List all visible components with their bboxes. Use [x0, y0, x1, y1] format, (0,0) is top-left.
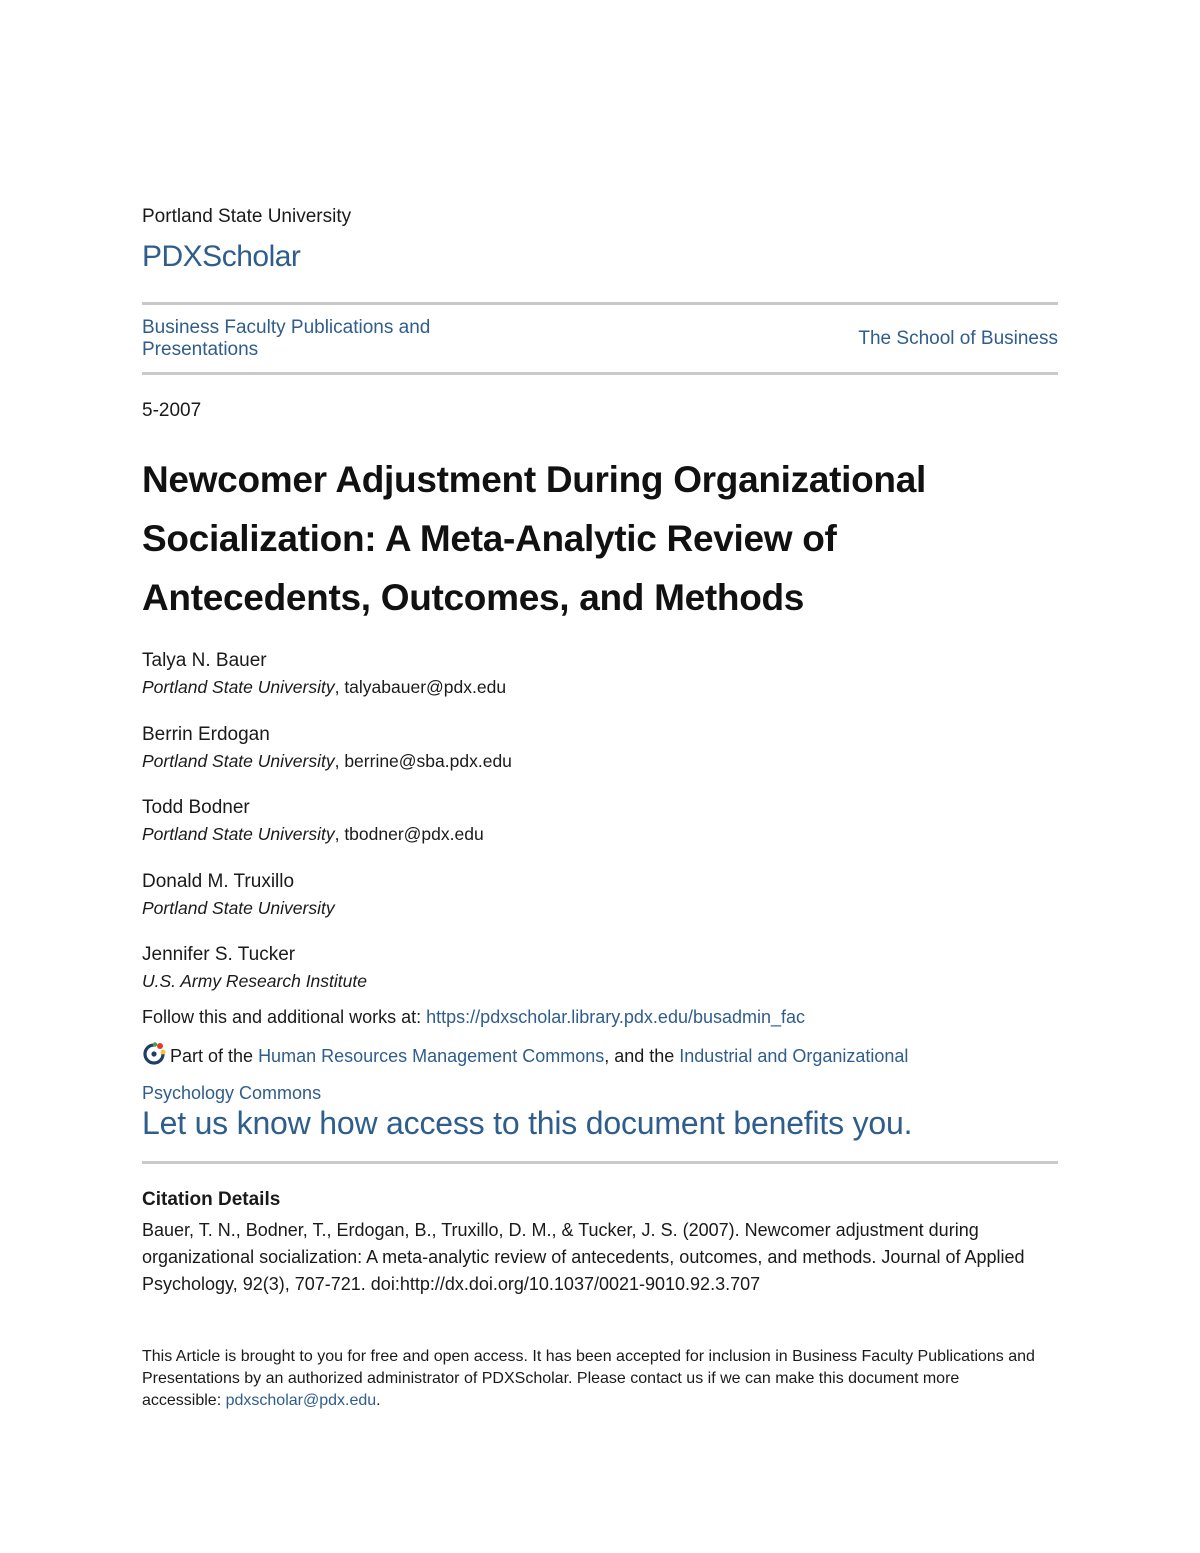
part-of-line [142, 1040, 1002, 1110]
article-title: Newcomer Adjustment During Organizational Socialization: A Meta-Analytic Review of Antecedents, Outcomes, and Methods [142, 459, 926, 618]
part-of-prefix: Part of the [170, 1046, 259, 1066]
follow-label: Follow this and additional works at: [142, 1007, 427, 1027]
author-email: , talyabauer@pdx.edu [334, 677, 507, 697]
benefit-feedback-link[interactable]: Let us know how access to this document benefits you. [142, 1105, 913, 1141]
part-of-middle: , and the [604, 1046, 680, 1066]
university-name: Portland State University [142, 206, 352, 227]
divider [142, 302, 1058, 305]
author-entry [142, 648, 1058, 722]
collection-url-link[interactable]: https://pdxscholar.library.pdx.edu/busadmin_fac [426, 1007, 806, 1027]
author-entry [142, 942, 1058, 1016]
author-affiliation: Portland State University [142, 824, 335, 844]
author-name: Talya N. Bauer [142, 650, 267, 671]
divider [142, 372, 1058, 375]
author-entry [142, 795, 1058, 869]
author-name: Berrin Erdogan [142, 723, 270, 745]
author-name: Donald M. Truxillo [142, 870, 295, 892]
citation-heading: Citation Details [142, 1189, 281, 1210]
series-link[interactable]: Business Faculty Publications and Presentations [142, 317, 431, 360]
author-name: Jennifer S. Tucker [142, 944, 296, 965]
hr-commons-link[interactable]: Human Resources Management Commons [258, 1046, 605, 1066]
access-statement-text: This Article is brought to you for free and open access. It has been accepted for inclusion in Business Faculty Publications and Presentations by an authorized administrator of PDXScholar. Please contact us if we can make this document more accessible: [142, 1348, 1035, 1409]
divider [142, 1161, 1058, 1164]
author-entry [142, 722, 1058, 796]
publication-date: 5-2007 [142, 400, 202, 421]
author-entry [142, 869, 1058, 943]
department-link[interactable]: The School of Business [858, 328, 1058, 349]
citation-text: Bauer, T. N., Bodner, T., Erdogan, B., Truxillo, D. M., & Tucker, J. S. (2007). Newcomer adjustment during organizational socialization: A meta-analytic review of antecedents, outcomes, and methods. Journal of Applied Psychology, 92(3), 707-721. doi:http://dx.doi.org/10.1037/0021-9010.92.3.707 [142, 1220, 1025, 1294]
author-email: , tbodner@pdx.edu [334, 824, 484, 844]
author-affiliation: Portland State University [142, 897, 335, 918]
author-list [142, 648, 1058, 1016]
author-affiliation: Portland State University [142, 677, 335, 697]
repository-logo-text[interactable]: PDXScholar [142, 240, 301, 273]
io-psychology-commons-link[interactable]: Industrial and Organizational Psychology Commons [142, 1046, 909, 1103]
author-email: , berrine@sba.pdx.edu [334, 750, 512, 771]
contact-email-link[interactable]: pdxscholar@pdx.edu [225, 1392, 377, 1409]
access-statement-end: . [376, 1392, 381, 1409]
follow-line [142, 1007, 805, 1028]
access-statement [142, 1346, 1042, 1412]
commons-network-icon [142, 1042, 166, 1077]
author-affiliation: Portland State University [142, 750, 335, 771]
author-name: Todd Bodner [142, 797, 250, 818]
author-affiliation: U.S. Army Research Institute [142, 971, 367, 991]
